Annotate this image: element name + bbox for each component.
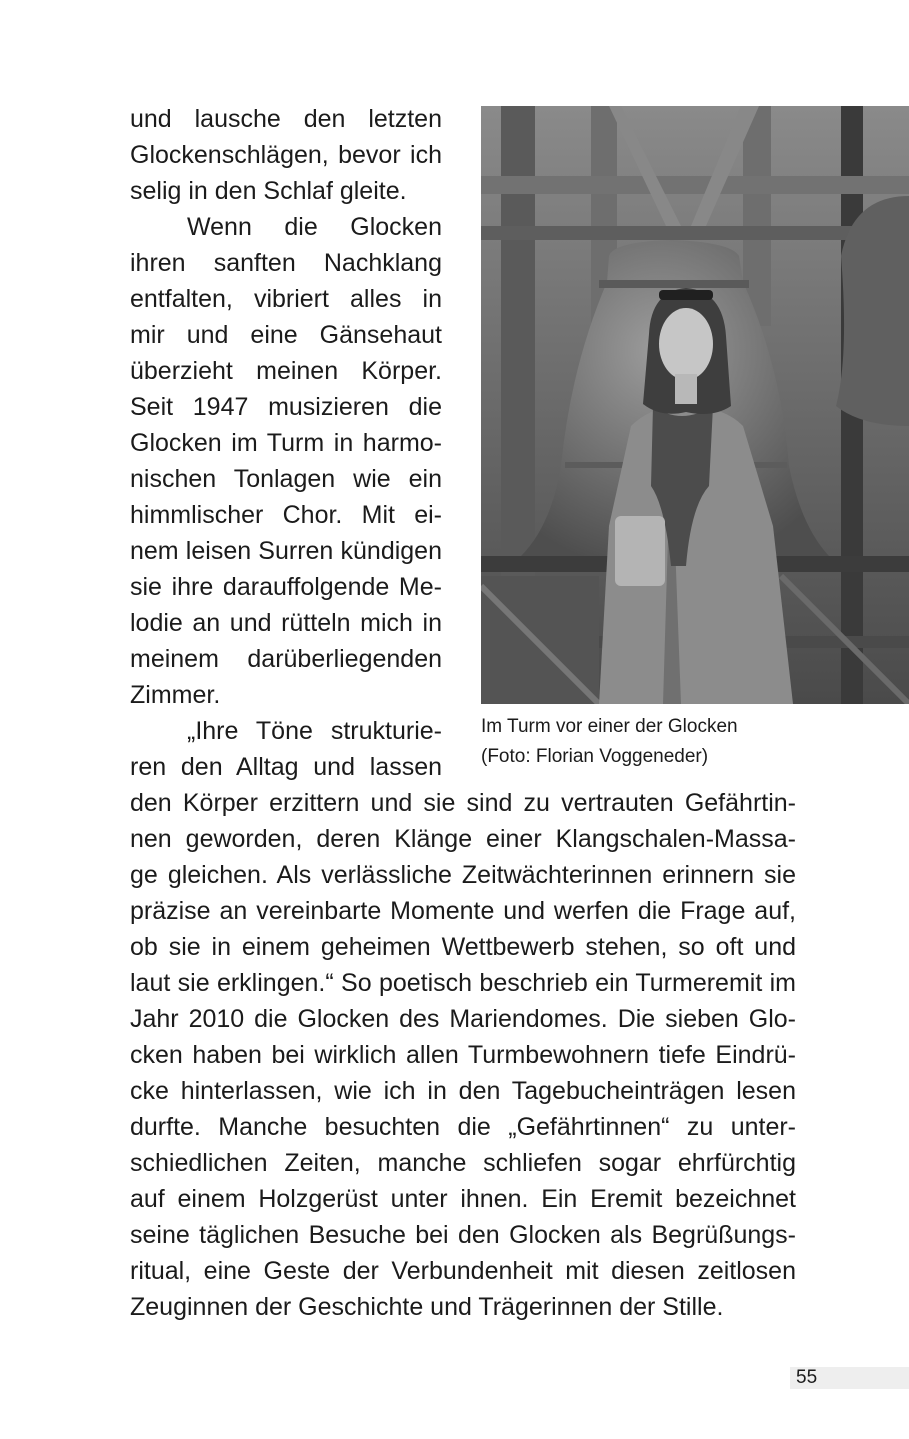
text-line: Glockenschlägen, bevor ich (130, 141, 442, 169)
text-line: „Ihre Töne strukturie- (187, 717, 442, 745)
text-line: cken haben bei wirklich allen Turmbewohnern tiefe Eindrü- (130, 1041, 796, 1069)
text-line: durfte. Manche besuchten die „Gefährtinnen“ zu unter- (130, 1113, 796, 1141)
text-line: überzieht meinen Körper. (130, 357, 442, 385)
photo-credit: (Foto: Florian Voggeneder) (481, 746, 709, 767)
text-line: nischen Tonlagen wie ein (130, 465, 442, 493)
text-line: entfalten, vibriert alles in (130, 285, 442, 313)
text-line: nen geworden, deren Klänge einer Klangschalen-Massa- (130, 825, 796, 853)
text-line: präzise an vereinbarte Momente und werfen die Frage auf, (130, 897, 796, 925)
photo-illustration (481, 106, 909, 704)
text-line: Glocken im Turm in harmo- (130, 429, 442, 457)
text-line: ren den Alltag und lassen (130, 753, 442, 781)
text-line: auf einem Holzgerüst unter ihnen. Ein Eremit bezeichnet (130, 1185, 796, 1213)
text-line: Seit 1947 musizieren die (130, 393, 442, 421)
text-line: schiedlichen Zeiten, manche schliefen sogar ehrfürchtig (130, 1149, 796, 1177)
text-line: mir und eine Gänsehaut (130, 321, 442, 349)
text-line: sie ihre darauffolgende Me- (130, 573, 442, 601)
text-line: Wenn die Glocken (187, 213, 442, 241)
text-line: himmlischer Chor. Mit ei- (130, 501, 442, 529)
text-line: lodie an und rütteln mich in (130, 609, 442, 637)
text-line: seine täglichen Besuche bei den Glocken als Begrüßungs- (130, 1221, 796, 1249)
text-line: meinem darüberliegenden (130, 645, 442, 673)
photo-caption: Im Turm vor einer der Glocken (481, 716, 738, 737)
text-line: und lausche den letzten (130, 105, 442, 133)
text-line: Zimmer. (130, 681, 221, 709)
text-line: ob sie in einem geheimen Wettbewerb stehen, so oft und (130, 933, 796, 961)
text-line: Zeuginnen der Geschichte und Trägerinnen der Stille. (130, 1293, 724, 1321)
text-line: ritual, eine Geste der Verbundenheit mit diesen zeitlosen (130, 1257, 796, 1285)
text-line: ihren sanften Nachklang (130, 249, 442, 277)
text-line: nem leisen Surren kündigen (130, 537, 442, 565)
text-line: selig in den Schlaf gleite. (130, 177, 407, 205)
page-number: 55 (796, 1367, 818, 1388)
text-line: ge gleichen. Als verlässliche Zeitwächterinnen erinnern sie (130, 861, 796, 889)
bell-tower-photo (481, 106, 909, 704)
text-line: laut sie erklingen.“ So poetisch beschrieb ein Turmeremit im (130, 969, 796, 997)
text-line: cke hinterlassen, wie ich in den Tagebucheinträgen lesen (130, 1077, 796, 1105)
text-line: den Körper erzittern und sie sind zu vertrauten Gefährtin- (130, 789, 796, 817)
text-line: Jahr 2010 die Glocken des Mariendomes. Die sieben Glo- (130, 1005, 796, 1033)
